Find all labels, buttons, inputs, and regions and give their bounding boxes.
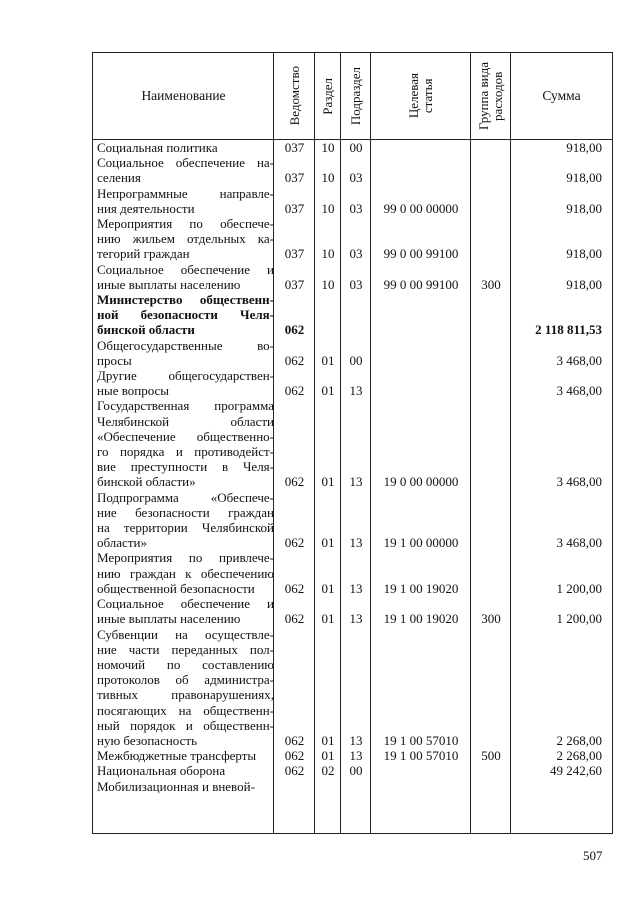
cell-raz: 01 bbox=[321, 611, 335, 627]
row-name-line: Социальное обеспечение и bbox=[97, 261, 274, 277]
cell-raz: 10 bbox=[321, 200, 335, 216]
row-name-line: Мероприятия по привлече- bbox=[97, 550, 274, 566]
budget-table bbox=[92, 52, 613, 834]
table-row bbox=[93, 338, 612, 368]
cell-pod: 00 bbox=[349, 352, 363, 368]
cell-raz: 01 bbox=[321, 580, 335, 596]
cell-raz: 01 bbox=[321, 352, 335, 368]
cell-pod: 00 bbox=[349, 763, 363, 779]
cell-sum: 918,00 bbox=[566, 170, 602, 186]
table-row bbox=[93, 292, 612, 338]
row-name-line: Государственная программа bbox=[97, 398, 274, 414]
row-name-line: иные выплаты населению bbox=[97, 276, 241, 292]
row-name-line: ные вопросы bbox=[97, 383, 170, 399]
table-row bbox=[93, 398, 612, 489]
row-name-line: иные выплаты населению bbox=[97, 611, 241, 627]
row-name-line: области» bbox=[97, 535, 147, 551]
header-vedomstvo: Ведомство bbox=[286, 66, 302, 126]
table-row bbox=[93, 368, 612, 398]
cell-pod: 03 bbox=[349, 200, 363, 216]
cell-cel: 19 1 00 57010 bbox=[383, 748, 459, 764]
header-gruppa: Группа вида расходов bbox=[476, 62, 505, 130]
table-row bbox=[93, 596, 612, 626]
cell-ved: 062 bbox=[284, 474, 305, 490]
header-celevaya: Целевая статья bbox=[406, 73, 435, 119]
row-name-line: Подпрограмма «Обеспече- bbox=[97, 489, 274, 505]
row-name bbox=[93, 490, 274, 551]
row-name bbox=[93, 398, 274, 489]
table-row bbox=[93, 763, 612, 778]
row-name bbox=[93, 140, 274, 155]
cell-pod: 00 bbox=[349, 140, 363, 155]
cell-ved: 037 bbox=[284, 140, 305, 155]
cell-cel: 99 0 00 99100 bbox=[383, 276, 459, 292]
row-name-line: посягающих на общественн- bbox=[97, 702, 274, 718]
cell-raz: 01 bbox=[321, 732, 335, 748]
row-name-line: ние безопасности граждан bbox=[97, 504, 274, 520]
cell-sum: 918,00 bbox=[566, 200, 602, 216]
cell-pod: 13 bbox=[349, 383, 363, 399]
table-row bbox=[93, 216, 612, 262]
header-razdel: Раздел bbox=[320, 77, 335, 115]
table-row bbox=[93, 140, 612, 155]
table-row bbox=[93, 550, 612, 596]
row-name-line: нию жильем отдельных ка- bbox=[97, 231, 274, 247]
row-name-line: Общегосударственные во- bbox=[97, 337, 274, 353]
row-name bbox=[93, 627, 274, 749]
row-name-line: Социальная политика bbox=[97, 140, 218, 155]
table-row bbox=[93, 779, 612, 794]
row-name-line: просы bbox=[97, 352, 132, 368]
row-name-line: Челябинской области bbox=[97, 413, 274, 429]
row-name-line: ния деятельности bbox=[97, 200, 195, 216]
row-name-line: Другие общегосударствен- bbox=[97, 368, 274, 384]
row-name-line: ние части переданных пол- bbox=[97, 641, 274, 657]
row-name bbox=[93, 748, 274, 763]
row-name-line: общественной безопасности bbox=[97, 580, 255, 596]
table-header bbox=[93, 53, 612, 140]
cell-sum: 918,00 bbox=[566, 246, 602, 262]
cell-cel: 99 0 00 00000 bbox=[383, 200, 459, 216]
row-name-line: номочий по составлению bbox=[97, 656, 274, 672]
cell-sum: 49 242,60 bbox=[550, 763, 602, 779]
cell-cel: 19 1 00 57010 bbox=[383, 732, 459, 748]
row-name-line: Социальное обеспечение и bbox=[97, 596, 274, 612]
cell-ved: 062 bbox=[284, 322, 305, 338]
cell-grp: 300 bbox=[481, 611, 501, 627]
cell-ved: 037 bbox=[284, 170, 305, 186]
row-name bbox=[93, 155, 274, 185]
row-name-line: Национальная оборона bbox=[97, 763, 226, 779]
row-name bbox=[93, 550, 274, 596]
cell-sum: 918,00 bbox=[566, 276, 602, 292]
cell-pod: 13 bbox=[349, 611, 363, 627]
table-row bbox=[93, 155, 612, 185]
header-name: Наименование bbox=[141, 88, 226, 103]
table-row bbox=[93, 186, 612, 216]
row-name-line: тегорий граждан bbox=[97, 246, 190, 262]
cell-cel: 19 1 00 19020 bbox=[383, 580, 459, 596]
cell-pod: 03 bbox=[349, 276, 363, 292]
cell-sum: 3 468,00 bbox=[556, 383, 602, 399]
table-body bbox=[93, 140, 612, 794]
table-row bbox=[93, 627, 612, 749]
table-row bbox=[93, 490, 612, 551]
cell-ved: 062 bbox=[284, 748, 305, 764]
row-name-line: ный порядок и общественн- bbox=[97, 717, 274, 733]
cell-ved: 062 bbox=[284, 580, 305, 596]
cell-raz: 01 bbox=[321, 474, 335, 490]
row-name bbox=[93, 262, 274, 292]
row-name-line: селения bbox=[97, 170, 141, 186]
page-number: 507 bbox=[583, 848, 603, 863]
row-name bbox=[93, 763, 274, 778]
row-name-line: ную безопасность bbox=[97, 732, 198, 748]
row-name-line: вие преступности в Челя- bbox=[97, 459, 274, 475]
row-name-line: тивных правонарушениях, bbox=[97, 687, 274, 703]
cell-pod: 03 bbox=[349, 170, 363, 186]
row-name-line: Министерство общественн- bbox=[97, 292, 274, 308]
cell-cel: 99 0 00 99100 bbox=[383, 246, 459, 262]
row-name bbox=[93, 292, 274, 338]
cell-sum: 3 468,00 bbox=[556, 352, 602, 368]
cell-cel: 19 1 00 19020 bbox=[383, 611, 459, 627]
row-name-line: Социальное обеспечение на- bbox=[97, 155, 274, 171]
cell-sum: 2 268,00 bbox=[556, 748, 602, 764]
cell-ved: 062 bbox=[284, 732, 305, 748]
cell-sum: 3 468,00 bbox=[556, 535, 602, 551]
row-name bbox=[93, 779, 274, 794]
row-name-line: Непрограммные направле- bbox=[97, 185, 274, 201]
cell-ved: 062 bbox=[284, 535, 305, 551]
cell-sum: 1 200,00 bbox=[556, 580, 602, 596]
row-name bbox=[93, 186, 274, 216]
table-row bbox=[93, 262, 612, 292]
cell-ved: 037 bbox=[284, 246, 305, 262]
cell-pod: 13 bbox=[349, 732, 363, 748]
cell-pod: 13 bbox=[349, 748, 363, 764]
row-name bbox=[93, 596, 274, 626]
row-name-line: бинской области bbox=[97, 322, 195, 338]
cell-pod: 03 bbox=[349, 246, 363, 262]
row-name-line: Субвенции на осуществле- bbox=[97, 626, 274, 642]
cell-raz: 10 bbox=[321, 140, 335, 155]
cell-raz: 10 bbox=[321, 170, 335, 186]
cell-cel: 19 0 00 00000 bbox=[383, 474, 459, 490]
cell-cel: 19 1 00 00000 bbox=[383, 535, 459, 551]
row-name bbox=[93, 368, 274, 398]
cell-ved: 062 bbox=[284, 611, 305, 627]
cell-raz: 02 bbox=[321, 763, 335, 779]
cell-grp: 500 bbox=[481, 748, 501, 764]
cell-pod: 13 bbox=[349, 580, 363, 596]
row-name-line: го порядка и противодейст- bbox=[97, 444, 274, 460]
row-name bbox=[93, 338, 274, 368]
cell-ved: 062 bbox=[284, 763, 305, 779]
cell-ved: 062 bbox=[284, 383, 305, 399]
cell-grp: 300 bbox=[481, 276, 501, 292]
row-name bbox=[93, 216, 274, 262]
cell-raz: 10 bbox=[321, 276, 335, 292]
cell-ved: 037 bbox=[284, 276, 305, 292]
row-name-line: ной безопасности Челя- bbox=[97, 307, 274, 323]
cell-sum: 2 268,00 bbox=[556, 732, 602, 748]
row-name-line: на территории Челябинской bbox=[97, 520, 274, 536]
row-name-line: Мероприятия по обеспече- bbox=[97, 216, 274, 232]
cell-raz: 01 bbox=[321, 535, 335, 551]
header-podrazdel: Подраздел bbox=[348, 66, 363, 126]
cell-raz: 10 bbox=[321, 246, 335, 262]
table-row bbox=[93, 748, 612, 763]
row-name-line: Мобилизационная и вневой- bbox=[97, 778, 255, 794]
cell-sum: 3 468,00 bbox=[556, 474, 602, 490]
row-name-line: бинской области» bbox=[97, 474, 196, 490]
row-name-line: протоколов об администра- bbox=[97, 672, 274, 688]
cell-pod: 13 bbox=[349, 535, 363, 551]
cell-ved: 037 bbox=[284, 200, 305, 216]
cell-sum: 2 118 811,53 bbox=[535, 322, 602, 338]
row-name-line: Межбюджетные трансферты bbox=[97, 748, 257, 764]
cell-sum: 918,00 bbox=[566, 140, 602, 155]
header-summa: Сумма bbox=[542, 88, 581, 103]
row-name-line: «Обеспечение общественно- bbox=[97, 428, 274, 444]
cell-sum: 1 200,00 bbox=[556, 611, 602, 627]
cell-pod: 13 bbox=[349, 474, 363, 490]
cell-raz: 01 bbox=[321, 748, 335, 764]
row-name-line: нию граждан к обеспечению bbox=[97, 565, 274, 581]
cell-ved: 062 bbox=[284, 352, 305, 368]
cell-raz: 01 bbox=[321, 383, 335, 399]
